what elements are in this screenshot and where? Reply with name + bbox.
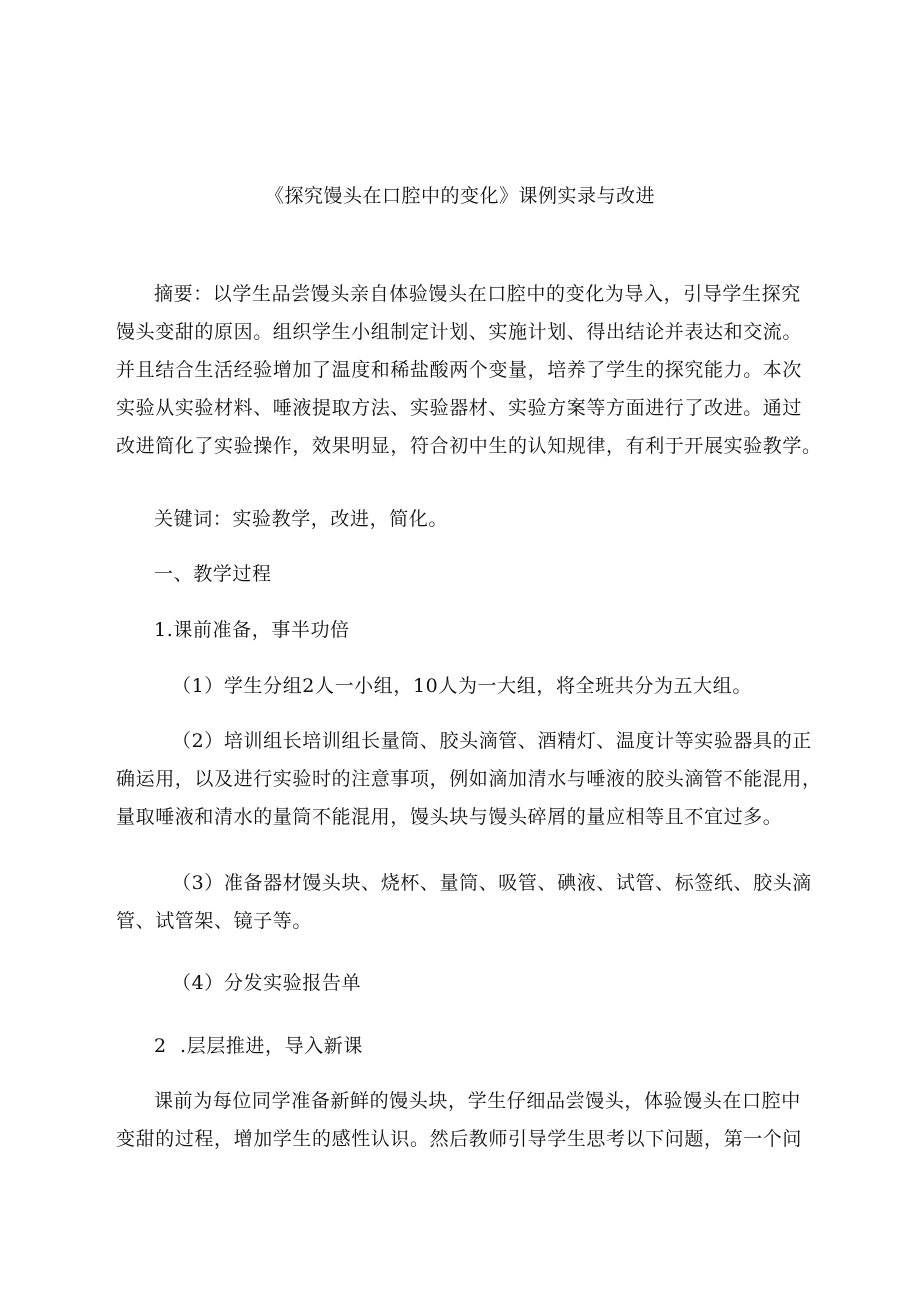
list-item-training: [116, 722, 822, 836]
subsection-heading-introduction: 2 .层层推进，导入新课: [154, 1035, 364, 1057]
list-item-report-sheet: （4）分发实验报告单: [172, 972, 362, 994]
list-item-equipment: [116, 864, 816, 940]
training-line: 量取唾液和清水的量筒不能混用，馒头块与馒头碎屑的量应相等且不宜过多。: [116, 806, 783, 828]
abstract-line: 馒头变甜的原因。组织学生小组制定计划、实施计划、得出结论并表达和交流。: [116, 321, 803, 343]
document-title: 《探究馒头在口腔中的变化》课例实录与改进: [264, 185, 655, 207]
abstract-line: 摘要：以学生品尝馒头亲自体验馒头在口腔中的变化为导入，引导学生探究: [154, 283, 801, 305]
equipment-line: 管、试管架、镜子等。: [116, 910, 313, 932]
introduction-paragraph: [116, 1082, 816, 1158]
equipment-line: （3）准备器材馒头块、烧杯、量筒、吸管、碘液、试管、标签纸、胶头滴: [172, 872, 812, 894]
training-line: （2）培训组长培训组长量筒、胶头滴管、酒精灯、温度计等实验器具的正: [172, 730, 812, 752]
abstract-line: 实验从实验材料、唾液提取方法、实验器材、实验方案等方面进行了改进。通过: [116, 397, 803, 419]
abstract-paragraph: [116, 275, 822, 465]
abstract-line: 并且结合生活经验增加了温度和稀盐酸两个变量，培养了学生的探究能力。本次: [116, 359, 803, 381]
introduction-line: 变甜的过程，增加学生的感性认识。然后教师引导学生思考以下问题，第一个问: [116, 1128, 803, 1150]
list-item-grouping: （1）学生分组2人一小组，10人为一大组，将全班共分为五大组。: [172, 675, 752, 697]
keywords-line: 关键词：实验教学，改进，简化。: [154, 508, 449, 530]
abstract-line: 改进简化了实验操作，效果明显，符合初中生的认知规律，有利于开展实验教学。: [116, 435, 822, 457]
section-heading-teaching-process: 一、教学过程: [154, 563, 272, 585]
introduction-line: 课前为每位同学准备新鲜的馒头块，学生仔细品尝馒头，体验馒头在口腔中: [154, 1090, 801, 1112]
training-line: 确运用，以及进行实验时的注意事项，例如滴加清水与唾液的胶头滴管不能混用，: [116, 768, 822, 790]
subsection-heading-preparation: 1.课前准备，事半功倍: [154, 619, 350, 641]
